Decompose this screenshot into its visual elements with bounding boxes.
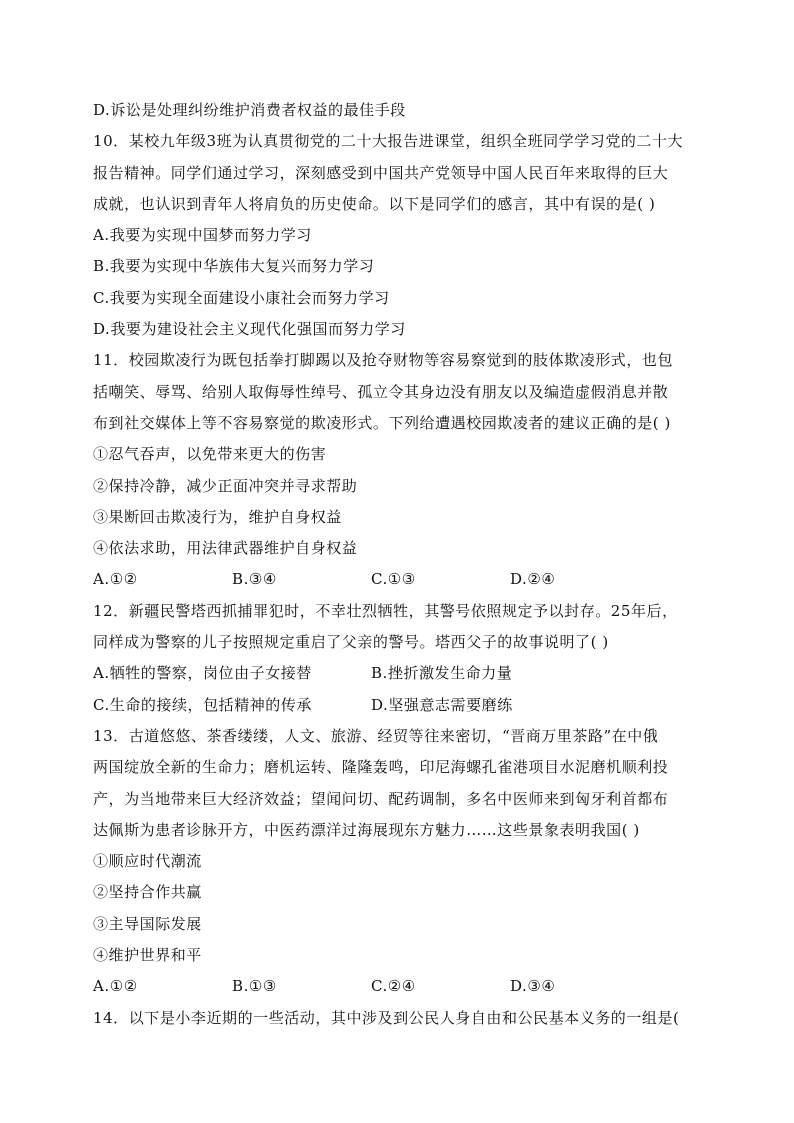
q12-options-row-1	[93, 658, 703, 689]
q12-option-c: C.生命的接续，包括精神的传承	[93, 695, 312, 714]
q12-option-b: B.挫折激发生命力量	[371, 664, 513, 683]
q9-option-d: D.诉讼是处理纠纷维护消费者权益的最佳手段	[93, 101, 406, 119]
q13-option-d: D.③④	[510, 977, 556, 996]
q11-options	[93, 564, 703, 595]
q12-stem-line-2: 同样成为警察的儿子按照规定重启了父亲的警号。塔西父子的故事说明了( )	[93, 633, 609, 652]
q11-statement-3: ③果断回击欺凌行为，维护自身权益	[93, 507, 342, 526]
q13-statement-3: ③主导国际发展	[93, 914, 202, 933]
q12-option-a: A.牺牲的警察，岗位由子女接替	[93, 664, 312, 683]
q11-statement-4: ④依法求助，用法律武器维护自身权益	[93, 539, 358, 558]
q13-statement-2: ②坚持合作共赢	[93, 883, 202, 902]
q13-options	[93, 971, 703, 1002]
q11-option-a: A.①②	[93, 570, 138, 589]
q12-option-d: D.坚强意志需要磨练	[371, 695, 513, 714]
q13-option-b: B.①③	[232, 977, 277, 996]
q11-statement-1: ①忍气吞声，以免带来更大的伤害	[93, 445, 327, 464]
q11-option-c: C.①③	[371, 570, 416, 589]
exam-page	[93, 95, 703, 1034]
q11-stem-line-2: 括嘲笑、辱骂、给别人取侮辱性绰号、孤立令其身边没有朋友以及编造虚假消息并散	[93, 382, 669, 401]
q10-stem-line-2: 报告精神。同学们通过学习，深刻感受到中国共产党领导中国人民百年来取得的巨大	[93, 163, 669, 182]
q10-stem-line-1: 10．某校九年级3班为认真贯彻党的二十大报告进课堂，组织全班同学学习党的二十大	[93, 132, 684, 151]
q11-stem-line-3: 布到社交媒体上等不容易察觉的欺凌形式。下列给遭遇校园欺凌者的建议正确的是( )	[93, 413, 671, 432]
q13-statement-1: ①顺应时代潮流	[93, 852, 202, 871]
q11-statement-2: ②保持冷静，减少正面冲突并寻求帮助	[93, 476, 358, 495]
q13-stem-line-2: 两国绽放全新的生命力；磨机运转、隆隆轰鸣，印尼海螺孔雀港项目水泥磨机顺利投	[93, 758, 669, 777]
q10-option-a: A.我要为实现中国梦而努力学习	[93, 226, 312, 245]
q12-stem-line-1: 12．新疆民警塔西抓捕罪犯时，不幸壮烈牺牲，其警号依照规定予以封存。25年后，	[93, 601, 678, 620]
q10-stem-line-3: 成就，也认识到青年人将肩负的历史使命。以下是同学们的感言，其中有误的是( )	[93, 194, 656, 213]
q13-option-a: A.①②	[93, 977, 138, 996]
q13-stem-line-1: 13．古道悠悠、茶香缕缕，人文、旅游、经贸等往来密切，“晋商万里茶路”在中俄	[93, 726, 659, 745]
q14-stem-line-1: 14．以下是小李近期的一些活动，其中涉及到公民人身自由和公民基本义务的一组是(	[93, 1008, 680, 1027]
q12-options-row-2	[93, 690, 703, 721]
q13-stem-line-3: 产，为当地带来巨大经济效益；望闻问切、配药调制，多名中医师来到匈牙利首都布	[93, 789, 669, 808]
q10-option-d: D.我要为建设社会主义现代化强国而努力学习	[93, 320, 406, 339]
q11-option-d: D.②④	[510, 570, 556, 589]
q10-option-b: B.我要为实现中华族伟大复兴而努力学习	[93, 257, 375, 276]
q10-option-c: C.我要为实现全面建设小康社会而努力学习	[93, 288, 390, 307]
q11-stem-line-1: 11．校园欺凌行为既包括拳打脚踢以及抢夺财物等容易察觉到的肢体欺凌形式，也包	[93, 351, 673, 370]
q13-stem-line-4: 达佩斯为患者诊脉开方，中医药漂洋过海展现东方魅力……这些景象表明我国( )	[93, 820, 640, 839]
q13-statement-4: ④维护世界和平	[93, 946, 202, 965]
q13-option-c: C.②④	[371, 977, 416, 996]
q11-option-b: B.③④	[232, 570, 277, 589]
